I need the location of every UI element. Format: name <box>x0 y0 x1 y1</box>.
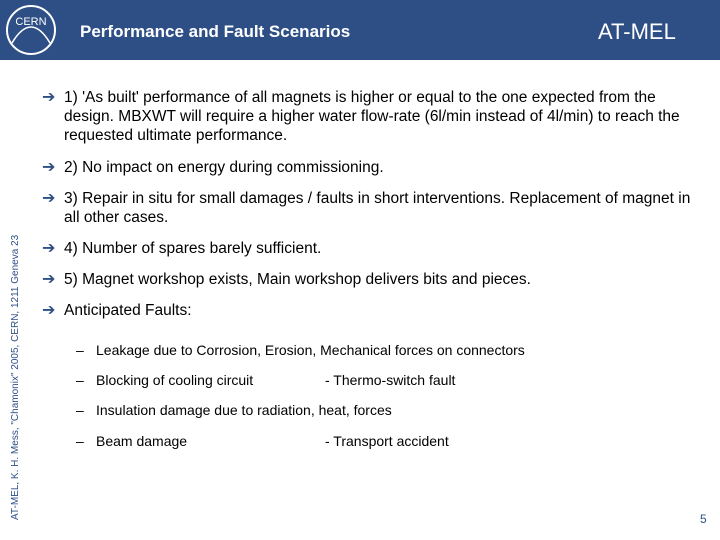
sub-item-text: Leakage due to Corrosion, Erosion, Mechanical forces on connectors <box>96 342 525 358</box>
logo-text: CERN <box>15 16 47 28</box>
bullet-item <box>42 158 692 177</box>
page-number: 5 <box>700 512 707 526</box>
sub-item-extra: - Transport accident <box>325 433 449 449</box>
bullet-text: Anticipated Faults: <box>64 302 192 319</box>
arrow-right-icon: ➔ <box>42 190 56 207</box>
bullet-item <box>42 239 692 258</box>
bullet-text: 5) Magnet workshop exists, Main workshop delivers bits and pieces. <box>64 271 531 288</box>
bullet-text: 3) Repair in situ for small damages / faults in short interventions. Replacement of magnet in all other cases. <box>64 190 691 226</box>
bullet-text: 1) 'As built' performance of all magnets is higher or equal to the one expected from the design. MBXWT will require a higher water flow-rate (6l/min instead of 4l/min) to reach the requested ultimate performance. <box>64 89 680 144</box>
bullet-item <box>42 270 692 289</box>
bullet-text: 2) No impact on energy during commissioning. <box>64 159 384 176</box>
arrow-right-icon: ➔ <box>42 159 56 176</box>
dash-marker: – <box>76 433 84 449</box>
dash-marker: – <box>76 342 84 358</box>
page-title: Performance and Fault Scenarios <box>80 22 351 41</box>
arrow-right-icon: ➔ <box>42 240 56 257</box>
bullet-item <box>42 189 692 227</box>
sub-item-text: Blocking of cooling circuit <box>96 372 254 388</box>
dash-marker: – <box>76 372 84 388</box>
header-bar <box>0 0 720 60</box>
dash-marker: – <box>76 402 84 418</box>
bullet-item <box>42 301 692 320</box>
sub-item-extra: - Thermo-switch fault <box>325 372 456 388</box>
brand-label: AT-MEL <box>598 19 676 44</box>
cern-logo-icon <box>4 3 58 57</box>
side-footer-text: AT-MEL, K. H. Mess, "Chamonix" 2005, CERN, 1211 Geneva 23 <box>10 234 21 520</box>
sub-item-text: Beam damage <box>96 433 188 449</box>
sub-item-text: Insulation damage due to radiation, heat, forces <box>96 402 392 418</box>
bullet-item <box>42 88 692 145</box>
arrow-right-icon: ➔ <box>42 271 56 288</box>
bullet-text: 4) Number of spares barely sufficient. <box>64 240 322 257</box>
arrow-right-icon: ➔ <box>42 302 56 319</box>
bullet-list <box>42 88 692 320</box>
arrow-right-icon: ➔ <box>42 89 56 106</box>
